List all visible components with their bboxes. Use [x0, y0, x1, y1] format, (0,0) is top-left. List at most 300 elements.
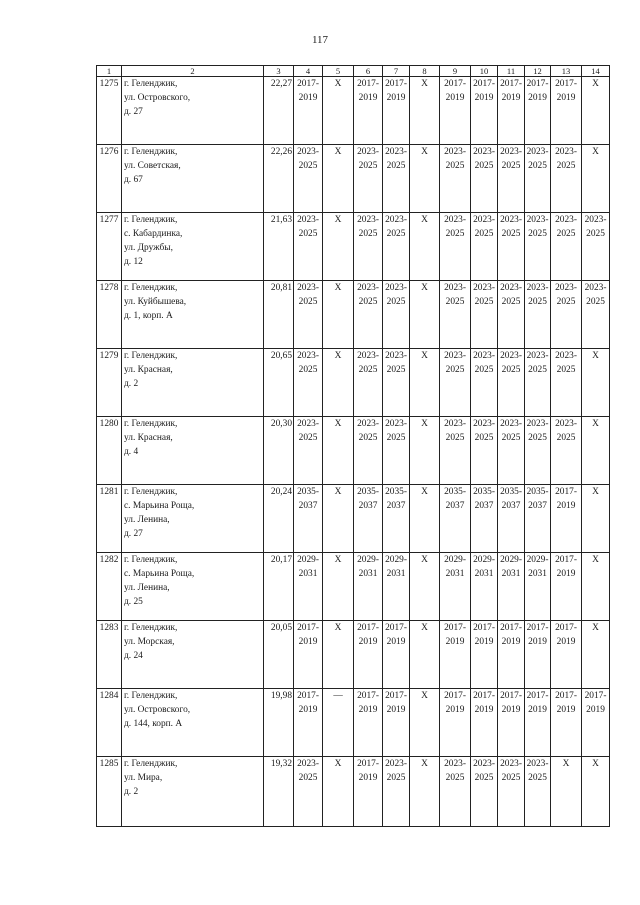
period-cell-c13 [551, 757, 582, 827]
period-cell-c10 [471, 485, 498, 553]
row-number-cell: 1280 [97, 417, 122, 485]
period-cell-c12 [525, 77, 551, 145]
row-number-cell: 1281 [97, 485, 122, 553]
address-cell [122, 145, 264, 213]
table-row [97, 485, 610, 553]
period-cell-c8 [410, 213, 440, 281]
period-cell-c10 [471, 689, 498, 757]
period-cell-c9 [440, 77, 471, 145]
period-line: 2025 [298, 229, 318, 239]
period-line: 2023- [297, 759, 319, 769]
period-line: 2019 [358, 705, 378, 715]
period-line: 2017- [297, 623, 319, 633]
period-line: 2029- [357, 555, 379, 565]
address-line: с. Марьина Роща, [124, 501, 195, 511]
period-line: 2023- [526, 419, 549, 429]
period-line: 2035- [473, 487, 495, 497]
address-line: ул. Морская, [124, 637, 175, 647]
table-row [97, 77, 610, 145]
period-line: X [334, 555, 342, 565]
period-line: 2025 [501, 229, 521, 239]
period-line: 2025 [556, 161, 576, 171]
period-line: 2017- [555, 623, 577, 633]
period-line: 2019 [501, 705, 521, 715]
period-cell-c5 [323, 281, 354, 349]
address-line: ул. Ленина, [124, 515, 170, 525]
period-cell-c9 [440, 145, 471, 213]
period-cell-c12 [525, 417, 551, 485]
period-cell-c7 [383, 77, 410, 145]
period-line: X [334, 147, 342, 157]
period-line: 2025 [528, 365, 547, 375]
period-cell-c12 [525, 553, 551, 621]
address-line: ул. Дружбы, [124, 243, 173, 253]
period-cell-c12 [525, 213, 551, 281]
area-cell: 22,26 [264, 145, 294, 213]
period-cell-c7 [383, 485, 410, 553]
period-line: X [421, 147, 428, 157]
period-cell-c10 [471, 145, 498, 213]
period-line: — [333, 691, 343, 701]
period-line: 2023- [385, 215, 407, 225]
period-line: 2035- [526, 487, 549, 497]
area-cell: 20,17 [264, 553, 294, 621]
address-line: г. Геленджик, [124, 623, 178, 633]
period-cell-c10 [471, 281, 498, 349]
column-header: 2 [122, 66, 264, 77]
period-cell-c4 [294, 417, 323, 485]
period-cell-c8 [410, 349, 440, 417]
area-cell: 20,81 [264, 281, 294, 349]
address-line: д. 27 [124, 107, 143, 117]
period-cell-c11 [498, 349, 525, 417]
address-cell [122, 417, 264, 485]
period-cell-c14 [582, 621, 610, 689]
period-line: 2019 [586, 705, 605, 715]
period-line: 2019 [556, 569, 576, 579]
period-line: 2025 [298, 365, 318, 375]
period-cell-c5 [323, 689, 354, 757]
period-line: 2037 [386, 501, 406, 511]
period-cell-c9 [440, 757, 471, 827]
table-row [97, 621, 610, 689]
period-line: X [334, 419, 342, 429]
period-line: 2025 [358, 297, 378, 307]
period-line: X [334, 215, 342, 225]
period-line: 2023- [444, 215, 466, 225]
period-line: X [592, 623, 599, 633]
row-number-cell: 1284 [97, 689, 122, 757]
period-line: 2019 [501, 637, 521, 647]
period-line: 2019 [298, 705, 318, 715]
period-line: 2023- [473, 283, 495, 293]
period-line: 2017- [357, 759, 379, 769]
area-cell: 20,24 [264, 485, 294, 553]
period-cell-c5 [323, 349, 354, 417]
period-cell-c11 [498, 621, 525, 689]
period-line: 2031 [386, 569, 406, 579]
period-line: 2019 [386, 705, 406, 715]
column-header: 11 [498, 66, 525, 77]
period-line: 2025 [474, 365, 494, 375]
period-cell-c6 [354, 553, 383, 621]
period-line: 2037 [358, 501, 378, 511]
period-line: 2023- [500, 147, 522, 157]
period-line: 2023- [500, 283, 522, 293]
address-line: г. Геленджик, [124, 283, 178, 293]
period-cell-c13 [551, 621, 582, 689]
period-line: X [592, 79, 599, 89]
period-cell-c7 [383, 553, 410, 621]
period-cell-c10 [471, 417, 498, 485]
period-line: 2031 [298, 569, 318, 579]
period-line: 2017- [297, 79, 319, 89]
period-cell-c14 [582, 213, 610, 281]
period-line: 2017- [555, 691, 577, 701]
address-line: ул. Советская, [124, 161, 181, 171]
period-cell-c11 [498, 553, 525, 621]
period-cell-c14 [582, 757, 610, 827]
period-line: 2017- [526, 691, 549, 701]
period-cell-c7 [383, 145, 410, 213]
period-cell-c8 [410, 757, 440, 827]
period-cell-c4 [294, 689, 323, 757]
period-line: 2023- [500, 215, 522, 225]
period-cell-c13 [551, 485, 582, 553]
period-line: 2023- [555, 283, 577, 293]
area-cell: 20,65 [264, 349, 294, 417]
address-line: г. Геленджик, [124, 79, 178, 89]
period-cell-c5 [323, 145, 354, 213]
period-line: 2019 [358, 637, 378, 647]
period-cell-c10 [471, 621, 498, 689]
period-cell-c11 [498, 485, 525, 553]
period-cell-c8 [410, 621, 440, 689]
period-line: 2023- [297, 351, 319, 361]
period-line: 2025 [358, 365, 378, 375]
period-cell-c14 [582, 281, 610, 349]
period-cell-c12 [525, 485, 551, 553]
period-line: 2017- [357, 623, 379, 633]
period-cell-c12 [525, 621, 551, 689]
period-line: 2037 [445, 501, 465, 511]
period-line: 2019 [445, 637, 465, 647]
period-cell-c5 [323, 757, 354, 827]
period-line: 2017- [444, 691, 466, 701]
period-cell-c12 [525, 145, 551, 213]
period-line: 2017- [357, 691, 379, 701]
period-line: 2023- [584, 283, 607, 293]
period-line: 2025 [298, 773, 318, 783]
period-line: 2019 [386, 93, 406, 103]
period-line: 2025 [386, 365, 406, 375]
period-line: X [421, 215, 428, 225]
period-cell-c12 [525, 349, 551, 417]
period-cell-c13 [551, 689, 582, 757]
period-line: X [562, 759, 570, 769]
period-line: 2023- [385, 283, 407, 293]
area-cell: 19,32 [264, 757, 294, 827]
period-line: 2029- [473, 555, 495, 565]
period-line: X [421, 691, 428, 701]
address-line: ул. Островского, [124, 93, 191, 103]
period-line: 2019 [445, 93, 465, 103]
period-line: 2017- [500, 691, 522, 701]
period-line: 2025 [528, 773, 547, 783]
row-number-cell: 1275 [97, 77, 122, 145]
period-cell-c13 [551, 553, 582, 621]
period-cell-c9 [440, 689, 471, 757]
period-line: X [334, 487, 342, 497]
period-cell-c7 [383, 349, 410, 417]
address-line: д. 24 [124, 651, 143, 661]
period-cell-c8 [410, 553, 440, 621]
period-line: 2017- [473, 79, 495, 89]
period-cell-c5 [323, 621, 354, 689]
period-cell-c5 [323, 213, 354, 281]
address-line: ул. Мира, [124, 773, 163, 783]
period-line: 2023- [500, 351, 522, 361]
period-line: 2035- [500, 487, 522, 497]
period-cell-c9 [440, 281, 471, 349]
area-cell: 22,27 [264, 77, 294, 145]
address-line: г. Геленджик, [124, 147, 178, 157]
period-line: 2017- [444, 79, 466, 89]
period-line: 2017- [473, 623, 495, 633]
period-line: 2025 [358, 161, 378, 171]
period-line: 2029- [500, 555, 522, 565]
period-line: 2031 [501, 569, 521, 579]
period-cell-c9 [440, 621, 471, 689]
period-line: X [334, 351, 342, 361]
period-line: 2017- [555, 487, 577, 497]
period-cell-c5 [323, 485, 354, 553]
period-cell-c11 [498, 77, 525, 145]
period-cell-c12 [525, 281, 551, 349]
period-line: 2029- [385, 555, 407, 565]
period-line: 2019 [445, 705, 465, 715]
period-cell-c13 [551, 145, 582, 213]
period-cell-c6 [354, 689, 383, 757]
period-cell-c4 [294, 77, 323, 145]
period-line: 2023- [473, 215, 495, 225]
period-line: X [421, 487, 428, 497]
period-line: 2025 [386, 297, 406, 307]
address-cell [122, 621, 264, 689]
column-header: 8 [410, 66, 440, 77]
period-cell-c13 [551, 77, 582, 145]
table-row [97, 757, 610, 827]
period-cell-c10 [471, 213, 498, 281]
period-cell-c10 [471, 77, 498, 145]
period-line: X [592, 419, 599, 429]
address-line: д. 4 [124, 447, 139, 457]
period-line: 2023- [444, 759, 466, 769]
period-cell-c13 [551, 213, 582, 281]
row-number-cell: 1276 [97, 145, 122, 213]
period-cell-c11 [498, 145, 525, 213]
period-line: 2029- [297, 555, 319, 565]
period-line: 2025 [386, 229, 406, 239]
period-line: 2025 [528, 161, 547, 171]
period-cell-c4 [294, 145, 323, 213]
column-header: 10 [471, 66, 498, 77]
period-cell-c11 [498, 689, 525, 757]
address-line: д. 27 [124, 529, 143, 539]
period-cell-c14 [582, 77, 610, 145]
period-line: 2019 [501, 93, 521, 103]
row-number-cell: 1279 [97, 349, 122, 417]
area-cell: 21,63 [264, 213, 294, 281]
period-line: 2037 [298, 501, 318, 511]
period-line: 2025 [501, 161, 521, 171]
period-line: 2017- [500, 623, 522, 633]
period-line: 2025 [556, 365, 576, 375]
period-line: X [421, 623, 428, 633]
period-line: 2017- [473, 691, 495, 701]
row-number-cell: 1285 [97, 757, 122, 827]
period-line: 2023- [555, 351, 577, 361]
period-cell-c12 [525, 757, 551, 827]
period-line: 2025 [586, 229, 605, 239]
period-line: 2023- [555, 215, 577, 225]
period-line: 2025 [474, 297, 494, 307]
period-cell-c11 [498, 417, 525, 485]
period-cell-c9 [440, 213, 471, 281]
period-line: 2023- [473, 351, 495, 361]
period-line: 2025 [298, 161, 318, 171]
table-row [97, 145, 610, 213]
period-cell-c9 [440, 553, 471, 621]
address-line: г. Геленджик, [124, 215, 178, 225]
period-line: X [421, 283, 428, 293]
table-row [97, 281, 610, 349]
period-line: 2019 [474, 93, 494, 103]
period-line: 2025 [445, 433, 465, 443]
period-line: X [592, 555, 599, 565]
period-line: 2025 [528, 229, 547, 239]
period-cell-c10 [471, 553, 498, 621]
address-cell [122, 77, 264, 145]
period-line: 2019 [528, 93, 547, 103]
period-line: 2025 [445, 365, 465, 375]
period-line: 2025 [556, 297, 576, 307]
period-line: 2025 [445, 161, 465, 171]
period-cell-c7 [383, 213, 410, 281]
period-line: 2023- [357, 419, 379, 429]
period-line: 2023- [297, 283, 319, 293]
period-cell-c6 [354, 485, 383, 553]
address-line: д. 1, корп. А [124, 311, 173, 321]
address-line: д. 25 [124, 597, 143, 607]
period-line: 2017- [385, 79, 407, 89]
period-line: 2025 [556, 229, 576, 239]
period-cell-c14 [582, 689, 610, 757]
period-cell-c11 [498, 281, 525, 349]
address-cell [122, 689, 264, 757]
period-line: 2023- [584, 215, 607, 225]
page-number: 117 [311, 34, 329, 46]
column-header: 13 [551, 66, 582, 77]
column-header: 1 [97, 66, 122, 77]
period-line: 2025 [556, 433, 576, 443]
period-cell-c4 [294, 485, 323, 553]
period-line: 2025 [386, 773, 406, 783]
period-line: 2035- [444, 487, 466, 497]
period-line: 2017- [526, 79, 549, 89]
period-line: 2019 [528, 705, 547, 715]
address-line: ул. Куйбышева, [124, 297, 187, 307]
period-line: 2031 [445, 569, 465, 579]
period-cell-c6 [354, 349, 383, 417]
period-line: 2035- [297, 487, 319, 497]
period-cell-c6 [354, 417, 383, 485]
period-line: 2023- [385, 351, 407, 361]
period-cell-c14 [582, 553, 610, 621]
period-cell-c4 [294, 553, 323, 621]
period-cell-c10 [471, 349, 498, 417]
period-line: 2031 [474, 569, 494, 579]
column-header: 14 [582, 66, 610, 77]
period-line: 2017- [444, 623, 466, 633]
period-line: 2023- [297, 215, 319, 225]
period-line: 2023- [526, 283, 549, 293]
period-cell-c14 [582, 485, 610, 553]
period-line: 2023- [297, 419, 319, 429]
period-line: 2023- [444, 419, 466, 429]
period-cell-c6 [354, 145, 383, 213]
period-line: 2017- [357, 79, 379, 89]
period-cell-c10 [471, 757, 498, 827]
column-header: 3 [264, 66, 294, 77]
table-row [97, 417, 610, 485]
period-line: 2029- [526, 555, 549, 565]
period-line: 2023- [473, 419, 495, 429]
period-line: 2019 [474, 705, 494, 715]
period-cell-c5 [323, 553, 354, 621]
period-line: 2029- [444, 555, 466, 565]
period-line: X [592, 487, 599, 497]
period-line: 2019 [474, 637, 494, 647]
column-header: 9 [440, 66, 471, 77]
period-cell-c7 [383, 757, 410, 827]
address-cell [122, 281, 264, 349]
period-line: 2023- [526, 215, 549, 225]
period-line: 2025 [501, 433, 521, 443]
period-cell-c6 [354, 621, 383, 689]
column-header: 5 [323, 66, 354, 77]
area-cell: 20,05 [264, 621, 294, 689]
period-cell-c13 [551, 417, 582, 485]
column-header: 4 [294, 66, 323, 77]
period-line: 2023- [444, 283, 466, 293]
period-line: 2025 [501, 773, 521, 783]
period-line: 2023- [385, 419, 407, 429]
address-line: г. Геленджик, [124, 759, 178, 769]
period-line: 2019 [298, 637, 318, 647]
period-cell-c7 [383, 417, 410, 485]
period-cell-c8 [410, 77, 440, 145]
period-cell-c9 [440, 417, 471, 485]
period-cell-c13 [551, 349, 582, 417]
period-line: 2025 [528, 297, 547, 307]
address-line: г. Геленджик, [124, 419, 178, 429]
period-line: 2025 [298, 297, 318, 307]
period-cell-c4 [294, 621, 323, 689]
period-cell-c7 [383, 281, 410, 349]
row-number-cell: 1278 [97, 281, 122, 349]
period-cell-c8 [410, 281, 440, 349]
